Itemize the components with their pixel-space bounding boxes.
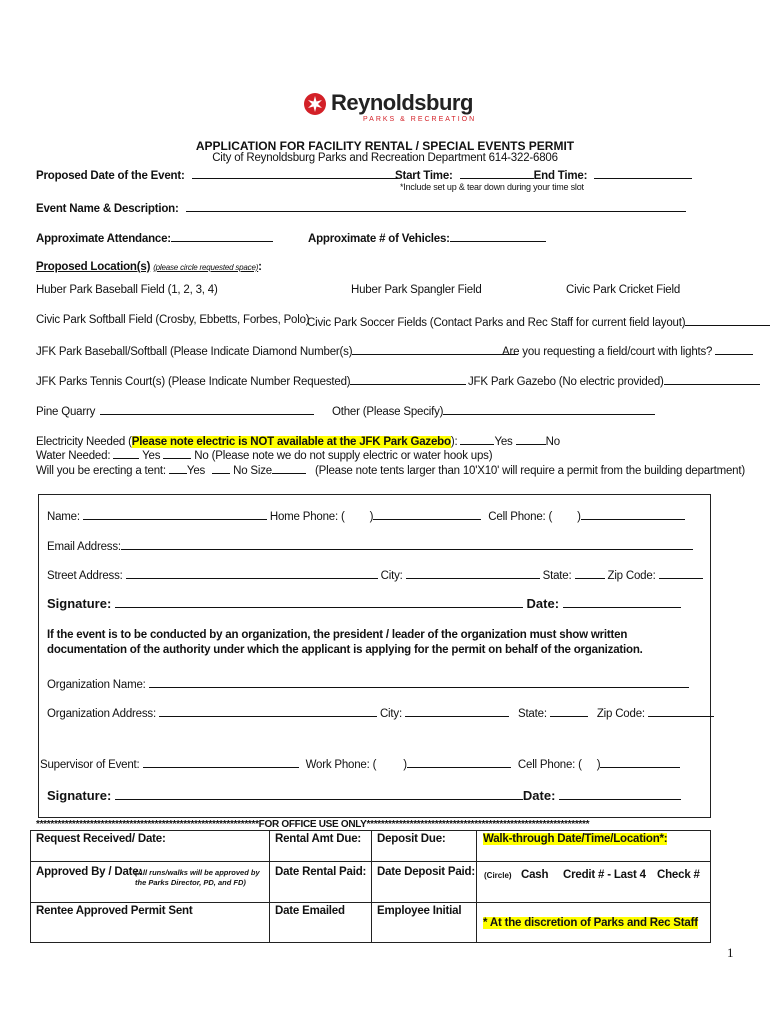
state-label: State: <box>542 570 572 582</box>
org-address-field[interactable] <box>159 705 377 717</box>
location-pine-quarry[interactable]: Pine Quarry <box>36 406 96 418</box>
home-phone-label: Home Phone: ( <box>269 511 345 523</box>
state-field[interactable] <box>575 567 605 579</box>
electricity-row <box>36 433 560 448</box>
home-phone-area-field[interactable] <box>348 509 370 520</box>
home-phone-field[interactable] <box>373 508 481 520</box>
org-city-field[interactable] <box>405 705 509 717</box>
location-civic-soccer-row <box>307 314 770 329</box>
location-huber-spangler[interactable]: Huber Park Spangler Field <box>351 284 482 296</box>
deposit-due-label: Deposit Due: <box>377 833 446 845</box>
page-subtitle: City of Reynoldsburg Parks and Recreation Department 614-322-6806 <box>212 152 558 164</box>
name-field[interactable] <box>83 508 267 520</box>
signature2-field[interactable] <box>115 788 523 800</box>
water-label: Water Needed: <box>36 450 111 462</box>
location-pine-quarry-row <box>36 403 314 418</box>
supervisor-cell-paren: ) <box>596 759 601 771</box>
start-time-field[interactable] <box>460 167 534 179</box>
event-date-label: Proposed Date of the Event: <box>36 170 185 182</box>
supervisor-label: Supervisor of Event: <box>40 759 140 771</box>
logo-subtitle: PARKS & RECREATION <box>363 116 477 123</box>
date-emailed-label: Date Emailed <box>275 905 345 917</box>
logo-star-icon <box>303 92 327 116</box>
org-state-field[interactable] <box>550 705 588 717</box>
electricity-no-field[interactable] <box>516 433 546 445</box>
locations-heading-colon: : <box>258 261 262 273</box>
org-name-row <box>47 676 689 691</box>
office-cell-rentee[interactable] <box>31 903 270 943</box>
street-field[interactable] <box>126 567 378 579</box>
cell-phone-field[interactable] <box>581 508 685 520</box>
locations-heading-note: (please circle requested space) <box>153 263 259 272</box>
org-name-label: Organization Name: <box>47 679 146 691</box>
lights-row <box>502 343 753 358</box>
water-note: (Please note we do not supply electric or water hook ups) <box>211 450 493 462</box>
street-row <box>47 567 703 582</box>
attendance-row <box>36 230 273 245</box>
location-jfk-tennis-row <box>36 373 466 388</box>
rentee-approved-label: Rentee Approved Permit Sent <box>36 905 193 917</box>
request-received-label: Request Received/ Date: <box>36 833 166 845</box>
office-cell-discretion <box>477 903 711 943</box>
location-huber-baseball[interactable]: Huber Park Baseball Field (1, 2, 3, 4) <box>36 284 218 296</box>
logo-name: Reynoldsburg <box>331 90 473 115</box>
email-field[interactable] <box>121 538 693 550</box>
tent-row <box>36 462 745 477</box>
signature-date-label: Date: <box>526 596 560 611</box>
employee-initial-label: Employee Initial <box>377 905 462 917</box>
signature2-label: Signature: <box>47 788 112 803</box>
water-yes-field[interactable] <box>113 447 139 459</box>
location-civic-soccer[interactable]: Civic Park Soccer Fields (Contact Parks and Rec Staff for current field layout) <box>307 317 686 329</box>
tent-label: Will you be erecting a tent: <box>36 465 166 477</box>
water-no: No <box>194 450 209 462</box>
organization-note: If the event is to be conducted by an organization, the president / leader of the organization must show written documentation of the authority under which the applicant is applying for the permit on behalf of the organization. <box>47 629 643 656</box>
event-name-field[interactable] <box>186 200 686 212</box>
location-civic-cricket[interactable]: Civic Park Cricket Field <box>566 284 681 296</box>
work-phone-field[interactable] <box>407 756 511 768</box>
city-field[interactable] <box>406 567 540 579</box>
office-cell-approved[interactable] <box>31 862 270 903</box>
office-cell-rental-paid[interactable] <box>270 862 372 903</box>
date-deposit-paid-label: Date Deposit Paid: <box>377 866 476 878</box>
office-cell-initial[interactable] <box>372 903 477 943</box>
end-time-label: End Time: <box>533 170 588 182</box>
tent-no-field[interactable] <box>212 462 230 474</box>
work-phone-paren: ) <box>403 759 407 771</box>
payment-cash[interactable]: Cash <box>521 869 549 881</box>
supervisor-row <box>40 756 680 771</box>
start-time-label: Start Time: <box>395 170 453 182</box>
location-civic-softball[interactable]: Civic Park Softball Field (Crosby, Ebbetts, Forbes, Polo) <box>36 314 310 326</box>
rental-amt-due-label: Rental Amt Due: <box>275 833 362 845</box>
event-date-row <box>36 167 398 182</box>
locations-heading <box>36 261 262 273</box>
org-state-label: State: <box>517 708 547 720</box>
discretion-note: * At the discretion of Parks and Rec Staff <box>483 917 698 929</box>
signature-date-field[interactable] <box>563 596 681 608</box>
zip-field[interactable] <box>659 567 703 579</box>
signature2-date-field[interactable] <box>559 788 681 800</box>
jfk-tennis-field[interactable] <box>350 373 466 385</box>
electricity-close: ): <box>450 436 458 448</box>
signature2-date-label: Date: <box>522 788 556 803</box>
office-cell-deposit-paid[interactable] <box>372 862 477 903</box>
tent-size-label: Size <box>250 465 272 477</box>
cell-phone-paren: ) <box>577 511 581 523</box>
org-city-label: City: <box>379 708 402 720</box>
org-address-row <box>47 705 714 720</box>
street-label: Street Address: <box>47 570 123 582</box>
pine-quarry-field[interactable] <box>100 403 314 415</box>
location-other[interactable]: Other (Please Specify) <box>332 406 444 418</box>
time-row <box>395 167 692 182</box>
location-jfk-gazebo[interactable]: JFK Park Gazebo (No electric provided) <box>468 376 664 388</box>
org-zip-field[interactable] <box>648 705 714 717</box>
location-other-row <box>332 403 655 418</box>
tent-note: (Please note tents larger than 10'X10' will require a permit from the building department) <box>314 465 746 477</box>
event-name-row <box>36 200 686 215</box>
signature-row <box>47 596 681 611</box>
electricity-label: Electricity Needed ( <box>36 436 132 448</box>
payment-credit[interactable]: Credit # - Last 4 <box>563 869 646 881</box>
walkthrough-label: Walk-through Date/Time/Location*: <box>483 833 668 845</box>
supervisor-cell-field[interactable] <box>600 756 680 768</box>
vehicles-field[interactable] <box>450 230 546 242</box>
electricity-no: No <box>545 436 560 448</box>
location-jfk-tennis[interactable]: JFK Parks Tennis Court(s) (Please Indicate Number Requested) <box>36 376 351 388</box>
location-jfk-baseball-row <box>36 343 518 358</box>
cell-phone-label: Cell Phone: ( <box>488 511 553 523</box>
other-location-field[interactable] <box>443 403 655 415</box>
water-yes: Yes <box>142 450 161 462</box>
electricity-yes-field[interactable] <box>460 433 494 445</box>
location-jfk-baseball[interactable]: JFK Park Baseball/Softball (Please Indicate Diamond Number(s) <box>36 346 353 358</box>
name-label: Name: <box>47 511 80 523</box>
locations-heading-text: Proposed Location(s) <box>36 261 151 273</box>
office-cell-emailed[interactable] <box>270 903 372 943</box>
tent-yes: Yes <box>186 465 206 477</box>
supervisor-field[interactable] <box>143 756 299 768</box>
water-no-field[interactable] <box>163 447 191 459</box>
signature-field[interactable] <box>115 596 523 608</box>
org-name-field[interactable] <box>149 676 689 688</box>
tent-size-field[interactable] <box>272 462 306 474</box>
tent-no: No <box>233 465 248 477</box>
email-label: Email Address: <box>47 541 121 553</box>
signature-label: Signature: <box>47 596 112 611</box>
office-table <box>30 830 711 943</box>
page-title: APPLICATION FOR FACILITY RENTAL / SPECIAL EVENTS PERMIT <box>195 139 575 153</box>
work-phone-area-field[interactable] <box>379 757 403 768</box>
event-name-label: Event Name & Description: <box>36 203 179 215</box>
lights-field[interactable] <box>715 343 753 355</box>
vehicles-row <box>308 230 546 245</box>
email-row <box>47 538 693 553</box>
payment-check[interactable]: Check # <box>657 869 700 881</box>
electricity-yes: Yes <box>494 436 513 448</box>
office-cell-payment[interactable] <box>477 862 711 903</box>
jfk-diamond-field[interactable] <box>352 343 518 355</box>
signature2-row <box>47 788 681 803</box>
civic-soccer-field[interactable] <box>685 314 770 326</box>
location-jfk-gazebo-row <box>468 373 760 388</box>
supervisor-cell-area-field[interactable] <box>585 757 597 768</box>
office-cell-walkthrough[interactable] <box>477 831 711 862</box>
applicant-name-row <box>47 508 685 523</box>
approved-by-label: Approved By / Date: <box>36 866 143 878</box>
electricity-note: Please note electric is NOT available at the JFK Park Gazebo <box>131 436 451 448</box>
date-rental-paid-label: Date Rental Paid: <box>275 866 367 878</box>
home-phone-paren: ) <box>369 511 374 523</box>
event-date-field[interactable] <box>192 167 398 179</box>
office-cell-deposit-due[interactable] <box>372 831 477 862</box>
approved-note: (All runs/walks will be approved by the Parks Director, PD, and FD) <box>135 868 260 887</box>
end-time-field[interactable] <box>594 167 692 179</box>
org-address-label: Organization Address: <box>47 708 156 720</box>
work-phone-label: Work Phone: ( <box>305 759 377 771</box>
attendance-field[interactable] <box>171 230 273 242</box>
cell-phone-area-field[interactable] <box>555 509 577 520</box>
jfk-gazebo-field[interactable] <box>664 373 760 385</box>
time-note: *Include set up & tear down during your time slot <box>400 182 584 192</box>
office-cell-rental-amt[interactable] <box>270 831 372 862</box>
zip-label: Zip Code: <box>607 570 656 582</box>
circle-note: (Circle) <box>484 871 512 880</box>
supervisor-cell-label: Cell Phone: ( <box>517 759 582 771</box>
page-number: 1 <box>727 945 734 960</box>
city-label: City: <box>380 570 403 582</box>
water-row <box>36 447 492 462</box>
office-banner: **************************************************************FOR OFFICE USE ONLY************************************************************** <box>36 819 590 830</box>
lights-question: Are you requesting a field/court with lights? <box>502 346 713 358</box>
vehicles-label: Approximate # of Vehicles: <box>308 233 450 245</box>
tent-yes-field[interactable] <box>169 462 187 474</box>
attendance-label: Approximate Attendance: <box>36 233 171 245</box>
org-zip-label: Zip Code: <box>596 708 645 720</box>
office-cell-request[interactable] <box>31 831 270 862</box>
